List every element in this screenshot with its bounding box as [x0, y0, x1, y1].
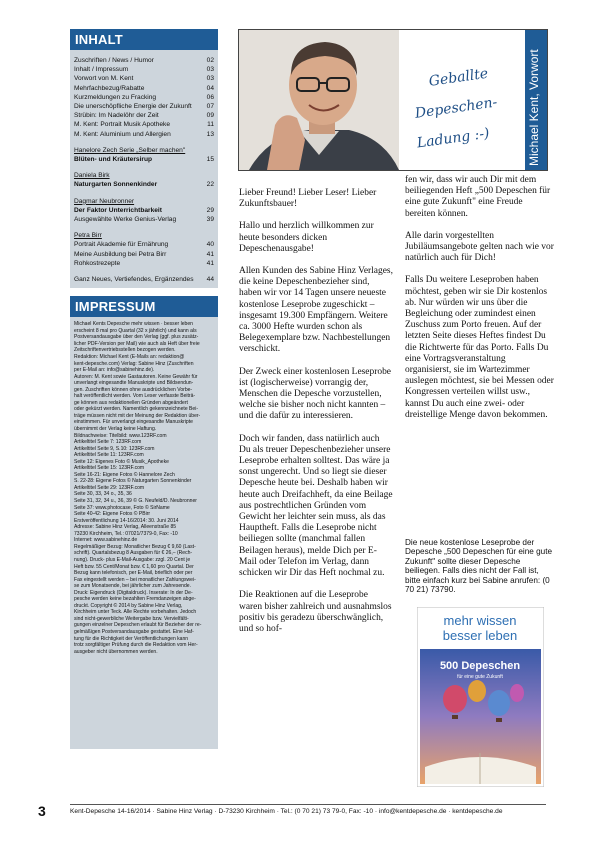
- toc-section-author: Daniela Birk: [74, 172, 110, 180]
- impressum-line: Artikeltitel Seite 9, S.10: 123RF.com: [74, 445, 155, 452]
- toc-entry-title: Zuschriften / News / Humor: [74, 57, 154, 64]
- toc-entry[interactable]: [74, 93, 214, 102]
- toc-entry[interactable]: [74, 56, 214, 65]
- footer-text: Kent-Depesche 14-16/2014 · Sabine Hinz Verlag · D-73230 Kirchheim · Tel.: (0 70 21) 73 79-0, Fax: -10 · info@kentdepesche.de · kentdepesche.de: [70, 808, 503, 815]
- toc-entry[interactable]: [74, 65, 214, 74]
- toc-section-author: Hanelore Zech Serie „Selber machen": [74, 146, 186, 154]
- toc-entry-title: Portrait Akademie für Ernährung: [74, 241, 169, 249]
- impressum-line: Seite 30, 33, 34 o., 35, 36: [74, 491, 132, 498]
- impressum-line: gelmäßigen Postversandausgabe gestattet. Eine Haf-: [74, 628, 194, 635]
- toc-entry-page: 03: [206, 66, 214, 74]
- impressum-line: halt veröffentlicht werden. Vom Leser verfasste Beiträ-: [74, 393, 196, 400]
- toc-entry-title: Der Faktor Unterrichtbarkeit: [74, 206, 162, 214]
- impressum-line: Seite 12: Eigenes Foto © Musik_Apotheke: [74, 458, 169, 465]
- paragraph: Lieber Freund! Lieber Leser! Lieber Zukunftsbauer!: [239, 188, 377, 210]
- impressum-line: schrift). Quartalsbezug 8 Ausgaben für € 26,– (Rech-: [74, 550, 193, 557]
- toc-entry-page: 09: [206, 112, 214, 120]
- slogan-line-2: Depeschen-: [414, 94, 499, 122]
- header-banner: [238, 29, 548, 171]
- handwritten-slogan: [407, 50, 519, 160]
- toc-entry-page: 07: [206, 103, 214, 111]
- impressum-line: einstimmen. Für unverlangt eingesandte Manuskripte: [74, 419, 193, 426]
- impressum-line: Postversandausgabe über den Verlag (ggf. plus zusätz-: [74, 334, 199, 341]
- toc-section-list: [74, 180, 214, 189]
- impressum-line: Seite 40-42: Eigene Fotos © PBirr: [74, 511, 151, 518]
- toc-entry[interactable]: [74, 250, 214, 259]
- impressum-line: druckt. Copyright © 2014 by Sabine Hinz Verlag,: [74, 602, 183, 609]
- impressum-line: Artikeltitel Seite 11: 123RF.com: [74, 452, 144, 459]
- impressum-line: Regelmäßiger Bezug: Monatlicher Bezug € 9,60 (Last-: [74, 543, 196, 550]
- footer-divider: [70, 804, 546, 805]
- impressum-line: träge müssen nicht mit der Meinung der Redaktion über-: [74, 412, 201, 419]
- toc-entry-page: 41: [206, 250, 214, 258]
- toc-entry-title: M. Kent: Portrait Musik Apotheke: [74, 121, 171, 129]
- slogan-line-3: Ladung :-): [415, 125, 491, 152]
- toc-entry[interactable]: [74, 215, 214, 224]
- impressum-line: tung für die Richtigkeit der Veröffentlichungen kann: [74, 635, 189, 642]
- toc-entry[interactable]: [74, 155, 214, 164]
- toc-entry-title: Meine Ausbildung bei Petra Birr: [74, 250, 167, 258]
- toc-entry[interactable]: [74, 74, 214, 83]
- toc-entry-title: Blüten- und Kräutersirup: [74, 156, 153, 164]
- toc-entry[interactable]: [74, 120, 214, 129]
- toc-entry-title: Vorwort von M. Kent: [74, 75, 134, 83]
- toc-entry[interactable]: [74, 206, 214, 215]
- paragraph: Alle darin vorgestellten Jubiläumsangebote gelten nach wie vor natürlich auch für Dich!: [405, 230, 554, 264]
- impressum-line: Artikeltitel Seite 29: 123RF.com: [74, 484, 145, 491]
- impressum-line: pesche werden keine bezahlten Fremdanzeigen abge-: [74, 596, 196, 603]
- impressum-line: Autoren: M. Kent sowie Gastautoren. Keine Gewähr für: [74, 373, 198, 380]
- toc-entry-page: 22: [206, 181, 214, 189]
- paragraph: Die Reaktionen auf die Leseprobe waren bisher zahlreich und ausnahmslos positiv bis geradezu überschwänglich, und so hof-: [239, 590, 392, 634]
- impressum-text: [70, 317, 218, 749]
- impressum-line: unverlangt eingesandte Manuskripte und Bildsendun-: [74, 380, 194, 387]
- table-of-contents: [70, 50, 218, 288]
- toc-entry[interactable]: [74, 240, 214, 249]
- impressum-line: nung). Druck- plus E-Mail-Ausgabe: zzgl. 20 Cent je: [74, 556, 191, 563]
- toc-section-list: [74, 240, 214, 268]
- toc-main-list: [74, 56, 214, 139]
- toc-entry-page: 40: [206, 241, 214, 249]
- paragraph: Allen Kunden des Sabine Hinz Verlages, die keine Depeschenbezieher sind, haben wir vor 14 Tagen unsere neueste kostenlose Leseprobe zugeschickt – insgesamt 19.300 Empfängern. Weitere ca. 3000 Hefte wurden schon als Belegexemplare bzw. Nachbestellungen verschickt.: [239, 266, 393, 355]
- toc-entry-page: 13: [206, 130, 214, 138]
- cover-subline: für eine gute Zukunft: [457, 674, 503, 680]
- toc-entry-page: 03: [206, 75, 214, 83]
- toc-entry-page: 04: [206, 84, 214, 92]
- impressum-line: kent-depesche.com) Verlag: Sabine Hinz (Zuschriften: [74, 360, 194, 367]
- cover-title-1: mehr wissen: [443, 613, 517, 628]
- impressum-line: Michael Kents Depesche mehr wissen · besser leben: [74, 321, 193, 328]
- author-photo: [239, 30, 399, 170]
- paragraph: fen wir, dass wir auch Dir mit dem beiliegenden Heft „500 Depeschen für eine gute Zukunft" eine Freude bereiten können.: [405, 175, 551, 219]
- impressum-line: Redaktion: Michael Kent (E-Mails an: redaktion@: [74, 354, 185, 360]
- slogan-line-1: Geballte: [427, 65, 490, 90]
- toc-section-list: [74, 206, 214, 224]
- vertical-title-bar: [525, 30, 547, 170]
- toc-entry-page: 15: [206, 156, 214, 164]
- toc-section-author: Dagmar Neubronner: [74, 197, 135, 205]
- toc-entry-page: 06: [206, 93, 214, 101]
- paragraph: Hallo und herzlich willkommen zur heute besonders dicken Depeschenausgabe!: [239, 221, 374, 254]
- impressum-line: ge können aus redaktionellen Gründen abgeändert: [74, 399, 188, 406]
- toc-entry[interactable]: [74, 130, 214, 139]
- toc-heading: INHALT: [70, 29, 218, 50]
- toc-entry-title: Strübin: Im Nadelöhr der Zeit: [74, 112, 159, 120]
- toc-section-list: [74, 155, 214, 164]
- toc-entry[interactable]: [74, 84, 214, 93]
- ad-caption: Die neue kostenlose Leseprobe der Depesche „500 Depeschen für eine gute Zukunft" sollte dieser Depesche beiliegen. Falls dies nicht der Fall ist, bitte einfach kurz bei Sabine anrufen: (0 70 21) 73790.: [405, 538, 553, 595]
- paragraph: Falls Du weitere Leseproben haben möchtest, geben wir sie Dir kostenlos ab. Nur würden wir uns über die Begleichung oder zumindest einen Zuschuss zum Porto freuen. Auf der letzten Seite dieses Heftes findest Du die Richtwerte für das Porto. Falls Du eine Vortragsveranstaltung organisierst, sie im Wartezimmer auslegen möchtest, sie bei Messen oder Kongressen verteilen willst usw., kannst Du auch eine zwei- oder dreistellige Menge davon bekommen.: [405, 275, 554, 420]
- page-number: 3: [38, 803, 46, 819]
- toc-entry-page: 02: [206, 57, 214, 64]
- impressum-line: oder gekürzt werden. Namentlich gekennzeichnete Bei-: [74, 406, 198, 413]
- impressum-line: sind nicht-gewerbliche Weitergabe bzw. Vervielfälti-: [74, 615, 189, 622]
- impressum-line: ausgeber nicht übernommen werden.: [74, 648, 158, 655]
- sidebar: [70, 29, 218, 749]
- impressum-line: trotz sorgfältiger Prüfung durch die Redaktion vom Her-: [74, 642, 198, 649]
- toc-entry-page: 44: [206, 276, 214, 284]
- impressum-line: se zum Monatsende, bei jährlicher zum Jahresende.: [74, 583, 191, 590]
- toc-section-author: Petra Birr: [74, 232, 102, 240]
- toc-entry[interactable]: [74, 275, 214, 284]
- toc-entry-page: 41: [206, 259, 214, 267]
- toc-entry-page: 29: [206, 206, 214, 214]
- impressum-line: Seite 16-21: Eigene Fotos © Hannelore Zech: [74, 471, 175, 478]
- vertical-title: Michael Kent, Vorwort: [527, 49, 541, 166]
- impressum-line: Heft bzw. 55 Cent/Monat bzw. € 1,60 pro Quartal. Der: [74, 563, 194, 570]
- impressum-line: Erstveröffentlichung 14-16/2014: 30. Juni 2014: [74, 517, 179, 524]
- impressum-line: Artikeltitel Seite 7: 123RF.com: [74, 439, 142, 446]
- toc-entry[interactable]: [74, 102, 214, 111]
- cover-headline: 500 Depeschen: [439, 660, 521, 672]
- impressum-line: Bezug kann telefonisch, per E-Mail, brieflich oder per: [74, 570, 193, 577]
- paragraph: Doch wir fanden, dass natürlich auch Du als treuer Depeschenbezieher unsere Leseprobe erhalten solltest. Das wäre ja sonst ungerecht. Und so liegt sie dieser Depesche heute bei. Deshalb haben wir heute auch Dreifachheft, da eine Beilage aus postrechtlichen Gründen vom Gewicht her leichter sein muss, als das Hauptheft. Falls die Leseprobe nicht beiliegen sollte (manchmal fallen Beilagen heraus), melde Dich per E-Mail oder Telefon im Verlag, dann schicken wir Dir das Heft nochmal zu.: [239, 433, 393, 579]
- impressum-line: Artikeltitel Seite 15: 123RF.com: [74, 465, 145, 472]
- cover-title-2: besser leben: [442, 628, 518, 643]
- impressum-heading: IMPRESSUM: [70, 296, 218, 317]
- toc-entry-title: M. Kent: Aluminium und Allergien: [74, 130, 171, 138]
- impressum-line: S. 22-28: Eigene Fotos © Naturgarten Sonnenkinder: [74, 478, 192, 485]
- magazine-cover-image: [417, 607, 544, 787]
- impressum-line: Kirchheim unter Teck. Alle Rechte vorbehalten. Jedoch: [74, 609, 197, 616]
- letter-column-1: [239, 188, 393, 635]
- impressum-line: Adresse: Sabine Hinz Verlag, Alleenstraße 85: [74, 524, 177, 531]
- impressum-line: Seite 31, 32, 34 u., 36, 39 © G. Neufeld/D. Neubronner: [74, 498, 197, 505]
- toc-entry-title: Inhalt / Impressum: [74, 66, 129, 74]
- toc-entry-page: 39: [206, 216, 214, 224]
- impressum-line: Druck: Eigendruck (Digitaldruck). Inserate: In der De-: [74, 589, 193, 596]
- toc-entry-title: Kurzmeldungen zu Fracking: [74, 93, 157, 101]
- toc-entry-title: Naturgarten Sonnenkinder: [74, 181, 158, 189]
- toc-entry-title: Ganz Neues, Vertiefendes, Ergänzendes: [74, 276, 194, 284]
- impressum-line: Internet: www.sabinehinz.de: [74, 537, 138, 544]
- impressum-line: per E-Mail an: info@sabinehinz.de).: [74, 367, 155, 374]
- paragraph: Der Zweck einer kostenlosen Leseprobe ist (logischerweise) vorrangig der, Menschen die Depesche vorzustellen, welche sie bisher noch nicht kannten – und die dafür zu interessieren.: [239, 366, 391, 422]
- impressum-line: Fax eingestellt werden – bei monatlicher Zahlungswei-: [74, 576, 196, 583]
- toc-entry-title: Rohkostrezepte: [74, 259, 121, 267]
- toc-entry-title: Ausgewählte Werke Genius-Verlag: [74, 216, 177, 224]
- impressum-line: licher PDF-Version per Mail) wie auch als Heft über freie: [74, 340, 200, 347]
- toc-entry[interactable]: [74, 180, 214, 189]
- impressum-line: Zeitschriftenvertriebsstellen bezogen werden.: [74, 347, 176, 354]
- toc-entry[interactable]: [74, 259, 214, 268]
- impressum-line: gungen einzelner Depeschen erlaubt für Bezieher der re-: [74, 622, 202, 629]
- impressum-line: übernimmt der Verlag keine Haftung.: [74, 426, 157, 433]
- toc-entry-page: 11: [207, 121, 214, 129]
- toc-entry[interactable]: [74, 111, 214, 120]
- impressum-line: gen. Zuschriften können ohne ausdrücklichen Vorbe-: [74, 386, 193, 393]
- letter-column-2: [405, 175, 554, 432]
- toc-entry-title: Die unerschöpfliche Energie der Zukunft: [74, 103, 192, 111]
- impressum-line: erscheint 8 mal pro Quartal (32 x jährlich) und kann als: [74, 327, 197, 334]
- toc-entry-title: Mehrfachbezug/Rabatte: [74, 84, 145, 92]
- impressum-line: Seite 37: www.photocase, Foto © SirName: [74, 504, 170, 511]
- impressum-line: Bildnachweise: Titelbild: www.123RF.com: [74, 432, 167, 439]
- impressum-line: 73230 Kirchheim, Tel.: 07021/7379-0, Fax: -10: [74, 530, 178, 537]
